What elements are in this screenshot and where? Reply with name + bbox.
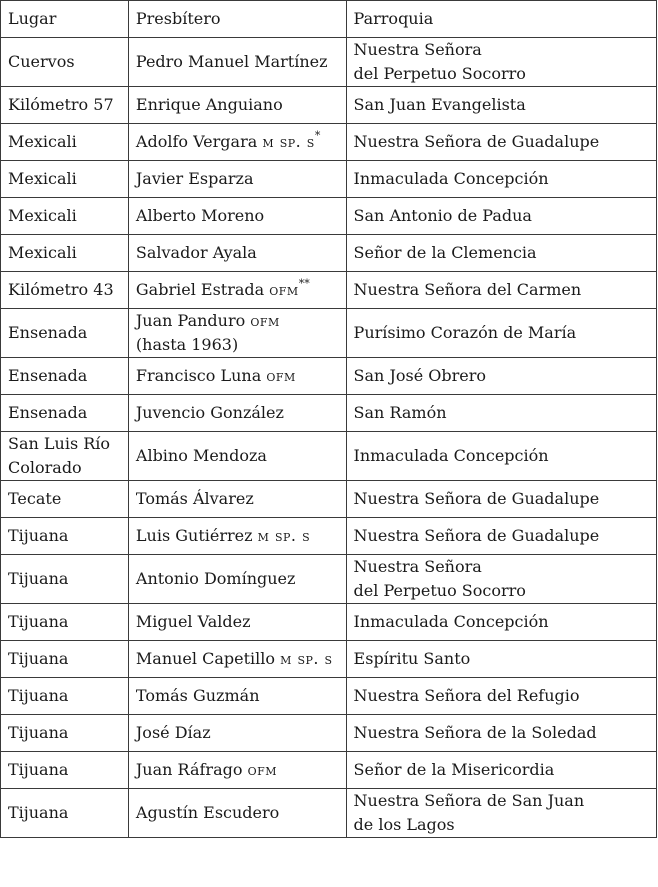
header-lugar: Lugar xyxy=(1,1,129,38)
lugar-cell xyxy=(1,752,129,789)
lugar-cell xyxy=(1,678,129,715)
parroquia-cell xyxy=(346,789,656,838)
parroquia-cell-line: Nuestra Señora del Carmen xyxy=(353,280,582,299)
order-abbreviation: ofm xyxy=(247,760,277,779)
parroquia-cell-line: Purísimo Corazón de María xyxy=(353,323,577,342)
lugar-cell xyxy=(1,124,129,161)
parroquia-cell-line: Inmaculada Concepción xyxy=(353,612,549,631)
presbitero-cell-line: (hasta 1963) xyxy=(135,335,239,354)
parroquia-cell-line: Nuestra Señora xyxy=(353,40,482,59)
presbitero-cell xyxy=(128,641,346,678)
presbitero-cell xyxy=(128,358,346,395)
presbitero-name-line xyxy=(136,364,339,388)
order-abbreviation: ofm xyxy=(269,280,299,299)
table-row xyxy=(1,752,657,789)
lugar-cell-line: Tecate xyxy=(8,489,62,508)
parroquia-cell-line: de los Lagos xyxy=(353,815,455,834)
presbitero-name-line xyxy=(136,758,339,782)
order-abbreviation: ofm xyxy=(266,366,296,385)
parroquia-cell xyxy=(346,309,656,358)
lugar-cell-line: Tijuana xyxy=(8,760,69,779)
parroquia-cell xyxy=(346,432,656,481)
table-row xyxy=(1,87,657,124)
lugar-cell xyxy=(1,518,129,555)
lugar-cell-line: Ensenada xyxy=(8,323,88,342)
presbitero-cell-line: Antonio Domínguez xyxy=(135,569,296,588)
table-row xyxy=(1,481,657,518)
lugar-cell xyxy=(1,38,129,87)
table-row xyxy=(1,198,657,235)
order-abbreviation: m sp. s xyxy=(262,132,315,151)
lugar-cell xyxy=(1,87,129,124)
presbitero-cell xyxy=(128,395,346,432)
presbitero-cell xyxy=(128,715,346,752)
parroquia-cell-line: Nuestra Señora de San Juan xyxy=(353,791,585,810)
table-row xyxy=(1,432,657,481)
lugar-cell xyxy=(1,789,129,838)
parroquia-cell-line: Nuestra Señora de Guadalupe xyxy=(353,489,600,508)
lugar-cell xyxy=(1,358,129,395)
presbitero-name: Francisco Luna xyxy=(135,366,262,385)
presbitero-name: Juan Panduro xyxy=(135,311,246,330)
presbitero-name: Luis Gutiérrez xyxy=(135,526,253,545)
presbitero-cell-line: Alberto Moreno xyxy=(135,206,265,225)
presbitero-cell-line: Salvador Ayala xyxy=(135,243,257,262)
parroquia-cell xyxy=(346,272,656,309)
parroquia-cell-line: Inmaculada Concepción xyxy=(353,446,549,465)
lugar-cell xyxy=(1,161,129,198)
lugar-cell-line: Colorado xyxy=(8,458,82,477)
parroquia-cell xyxy=(346,604,656,641)
lugar-cell-line: Mexicali xyxy=(8,206,77,225)
parroquia-cell xyxy=(346,641,656,678)
parroquia-cell-line: Nuestra Señora xyxy=(353,557,482,576)
order-abbreviation: m sp. s xyxy=(280,649,333,668)
lugar-cell-line: San Luis Río xyxy=(8,434,111,453)
lugar-cell xyxy=(1,715,129,752)
parroquia-cell xyxy=(346,518,656,555)
parroquia-cell-line: Espíritu Santo xyxy=(353,649,471,668)
parroquia-cell xyxy=(346,715,656,752)
table-row xyxy=(1,309,657,358)
lugar-cell xyxy=(1,481,129,518)
table-row xyxy=(1,604,657,641)
parroquia-cell-line: Señor de la Clemencia xyxy=(353,243,537,262)
lugar-cell-line: Kilómetro 57 xyxy=(8,95,114,114)
lugar-cell-line: Tijuana xyxy=(8,686,69,705)
parroquia-cell xyxy=(346,481,656,518)
table-row xyxy=(1,518,657,555)
lugar-cell-line: Tijuana xyxy=(8,649,69,668)
table-body xyxy=(1,38,657,838)
table-row xyxy=(1,38,657,87)
parroquia-cell-line: San Antonio de Padua xyxy=(353,206,532,225)
table-row xyxy=(1,555,657,604)
parroquia-cell-line: San Ramón xyxy=(353,403,447,422)
presbitero-cell xyxy=(128,518,346,555)
lugar-cell xyxy=(1,604,129,641)
lugar-cell xyxy=(1,235,129,272)
presbitero-cell-line: Tomás Guzmán xyxy=(135,686,260,705)
table-row xyxy=(1,358,657,395)
lugar-cell xyxy=(1,198,129,235)
presbitero-cell-line: Tomás Álvarez xyxy=(135,489,254,508)
presbitero-name-line xyxy=(136,309,339,333)
lugar-cell-line: Mexicali xyxy=(8,243,77,262)
parroquia-cell-line: San Juan Evangelista xyxy=(353,95,526,114)
lugar-cell xyxy=(1,432,129,481)
presbitero-name-line xyxy=(136,278,339,302)
parroquia-cell xyxy=(346,198,656,235)
parroquia-cell-line: Nuestra Señora de Guadalupe xyxy=(353,526,600,545)
presbitero-name-line xyxy=(136,130,339,154)
lugar-cell xyxy=(1,309,129,358)
presbitero-name: Gabriel Estrada xyxy=(135,280,265,299)
lugar-cell-line: Cuervos xyxy=(8,52,75,71)
parroquia-cell xyxy=(346,358,656,395)
table-row xyxy=(1,235,657,272)
table-row xyxy=(1,641,657,678)
presbitero-cell xyxy=(128,604,346,641)
table-row xyxy=(1,124,657,161)
parroquia-cell xyxy=(346,161,656,198)
presbitero-cell-line: Pedro Manuel Martínez xyxy=(135,52,328,71)
presbitero-cell xyxy=(128,235,346,272)
presbitero-name-line xyxy=(136,524,339,548)
table-row xyxy=(1,272,657,309)
parroquia-cell xyxy=(346,87,656,124)
lugar-cell-line: Tijuana xyxy=(8,612,69,631)
parroquia-cell xyxy=(346,395,656,432)
lugar-cell-line: Tijuana xyxy=(8,569,69,588)
parroquia-cell-line: San José Obrero xyxy=(353,366,487,385)
presbitero-cell xyxy=(128,789,346,838)
parroquia-cell-line: Nuestra Señora de Guadalupe xyxy=(353,132,600,151)
header-presbitero: Presbítero xyxy=(128,1,346,38)
lugar-cell xyxy=(1,641,129,678)
presbitero-name: Adolfo Vergara xyxy=(135,132,258,151)
table-row xyxy=(1,395,657,432)
header-parroquia: Parroquia xyxy=(346,1,656,38)
parroquia-cell xyxy=(346,678,656,715)
table-row xyxy=(1,678,657,715)
presbitero-name: Juan Ráfrago xyxy=(135,760,243,779)
lugar-cell-line: Kilómetro 43 xyxy=(8,280,114,299)
presbitero-cell-line: Miguel Valdez xyxy=(135,612,251,631)
table-row xyxy=(1,715,657,752)
parroquia-cell xyxy=(346,38,656,87)
presbitero-cell xyxy=(128,124,346,161)
presbitero-cell-line: Javier Esparza xyxy=(135,169,254,188)
presbitero-cell xyxy=(128,752,346,789)
lugar-cell-line: Mexicali xyxy=(8,169,77,188)
table-row xyxy=(1,789,657,838)
table-header-row xyxy=(1,1,657,38)
lugar-cell-line: Tijuana xyxy=(8,803,69,822)
lugar-cell-line: Ensenada xyxy=(8,403,88,422)
presbitero-cell-line: Agustín Escudero xyxy=(135,803,280,822)
parroquia-cell-line: Nuestra Señora del Refugio xyxy=(353,686,580,705)
lugar-cell-line: Tijuana xyxy=(8,526,69,545)
lugar-cell-line: Mexicali xyxy=(8,132,77,151)
presbitero-cell xyxy=(128,272,346,309)
presbitero-cell xyxy=(128,87,346,124)
presbitero-cell-line: Enrique Anguiano xyxy=(135,95,283,114)
presbitero-cell-line: José Díaz xyxy=(135,723,211,742)
order-abbreviation: ofm xyxy=(250,311,280,330)
presbitero-cell xyxy=(128,432,346,481)
parroquia-cell-line: Señor de la Misericordia xyxy=(353,760,555,779)
presbitero-name: Manuel Capetillo xyxy=(135,649,275,668)
footnote-marker: * xyxy=(314,129,321,142)
lugar-cell xyxy=(1,555,129,604)
parroquia-cell-line: Inmaculada Concepción xyxy=(353,169,549,188)
parroquia-cell xyxy=(346,124,656,161)
parroquia-cell xyxy=(346,555,656,604)
parroquia-cell xyxy=(346,752,656,789)
presbitero-cell-line: Juvencio González xyxy=(135,403,284,422)
presbitero-cell xyxy=(128,161,346,198)
parroquia-cell-line: del Perpetuo Socorro xyxy=(353,64,526,83)
lugar-cell xyxy=(1,395,129,432)
parroquia-cell xyxy=(346,235,656,272)
footnote-marker: ** xyxy=(298,277,310,290)
table-row xyxy=(1,161,657,198)
order-abbreviation: m sp. s xyxy=(257,526,311,545)
presbitero-cell xyxy=(128,555,346,604)
lugar-cell xyxy=(1,272,129,309)
lugar-cell-line: Ensenada xyxy=(8,366,88,385)
presbitero-cell xyxy=(128,678,346,715)
presbitero-cell xyxy=(128,198,346,235)
presbitero-cell xyxy=(128,309,346,358)
presbitero-cell-line: Albino Mendoza xyxy=(135,446,267,465)
presbitero-cell xyxy=(128,481,346,518)
presbitero-name-line xyxy=(136,647,339,671)
parroquia-cell-line: del Perpetuo Socorro xyxy=(353,581,526,600)
parroquia-cell-line: Nuestra Señora de la Soledad xyxy=(353,723,597,742)
presbitero-cell xyxy=(128,38,346,87)
lugar-cell-line: Tijuana xyxy=(8,723,69,742)
